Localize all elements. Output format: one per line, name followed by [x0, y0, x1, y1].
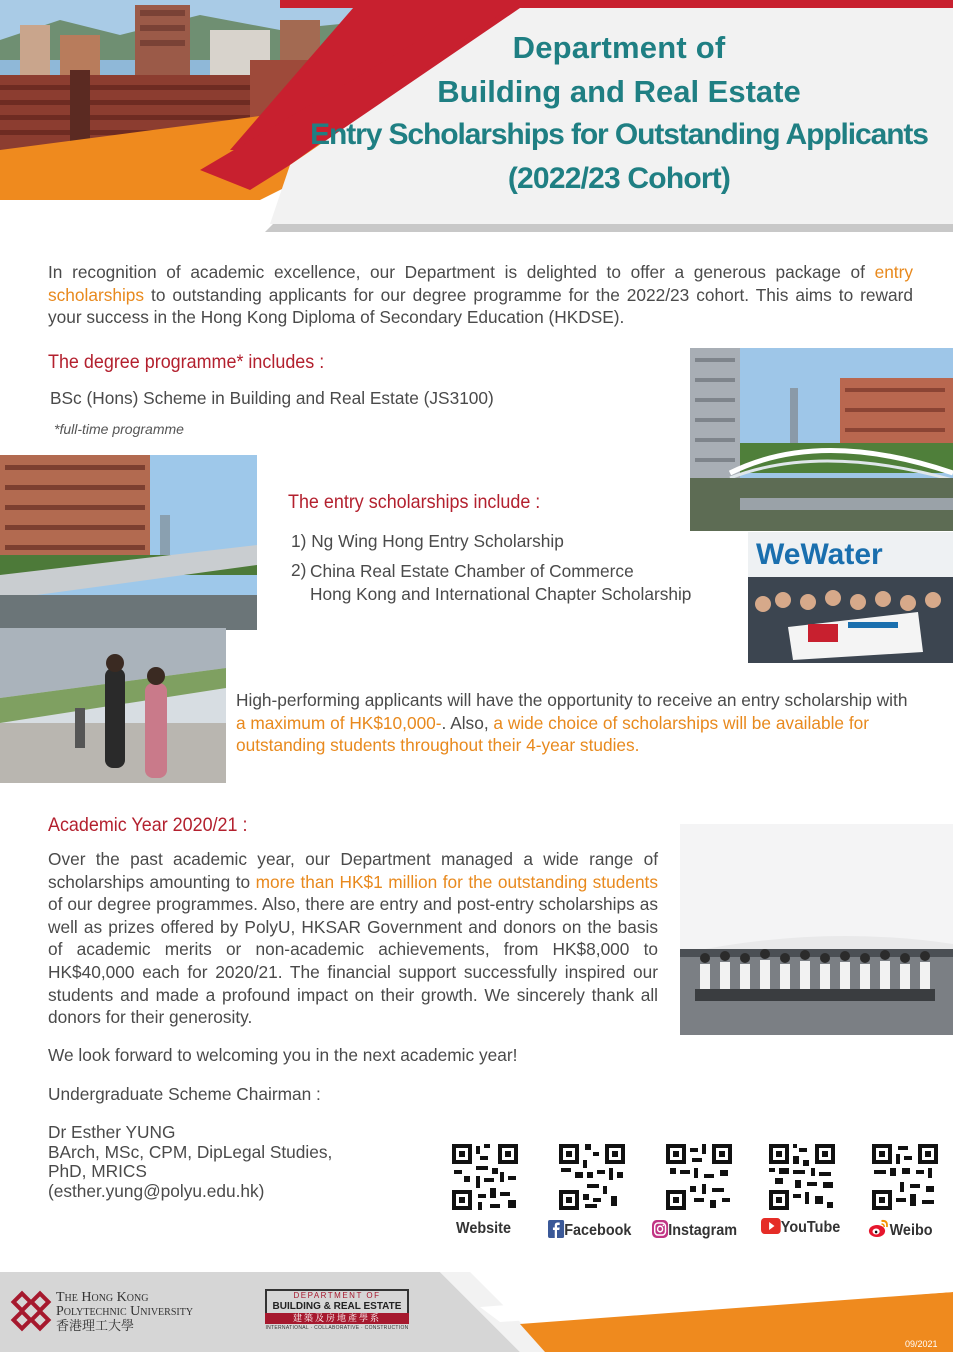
qr-label-weibo: [868, 1218, 933, 1240]
scholarship-item-2: [310, 560, 691, 606]
intro-paragraph: [48, 261, 913, 329]
title-line-1: Department of: [512, 30, 726, 65]
title-line-3: Entry Scholarships for Outstanding Applicants: [310, 118, 928, 151]
scholarship-item-2-line-2: Hong Kong and International Chapter Scholarship: [310, 584, 692, 604]
intro-text-1: In recognition of academic excellence, our Department is delighted to offer a generous package of: [48, 262, 875, 282]
title-line-4: (2022/23 Cohort): [507, 162, 731, 195]
dept-logo-tagline: INTERNATIONAL · COLLABORATIVE · CONSTRUCTION: [265, 1325, 409, 1331]
academic-year-text-1: Over the past academic year, our Department managed a wide range of scholarships amounting to: [48, 849, 658, 892]
scholarship-item-1-text: Ng Wing Hong Entry Scholarship: [311, 531, 564, 551]
academic-year-heading: Academic Year 2020/21 :: [48, 814, 248, 836]
polyu-logo-icon: [8, 1288, 54, 1334]
polyu-name-chinese: 香港理工大學: [56, 1318, 135, 1333]
contact-name: Dr Esther YUNG: [48, 1122, 176, 1142]
dept-logo-top: DEPARTMENT OF: [265, 1289, 409, 1301]
qr-code-weibo[interactable]: [870, 1142, 940, 1212]
weibo-icon: [868, 1218, 890, 1238]
intro-highlight: entry scholarships: [48, 262, 913, 305]
opportunity-text-1: High-performing applicants will have the opportunity to receive an entry scholarship with: [236, 690, 908, 710]
qr-code-instagram[interactable]: [664, 1142, 734, 1212]
instagram-icon: [652, 1220, 668, 1238]
footbridge-photo: [690, 348, 953, 531]
academic-year-highlight: more than HK$1 million for the outstanding students: [255, 871, 658, 892]
closing-text: We look forward to welcoming you in the next academic year!: [48, 1045, 518, 1065]
programme-note: *full-time programme: [54, 421, 184, 437]
qr-label-youtube: [761, 1218, 840, 1237]
polyu-name-line-1: The Hong Kong: [56, 1290, 149, 1305]
polyu-wordmark: [56, 1291, 193, 1333]
qr-label-youtube-text: YouTube: [780, 1219, 841, 1236]
title-line-2: Building and Real Estate: [437, 74, 801, 109]
polyu-name-line-2: Polytechnic University: [56, 1304, 194, 1319]
scholarship-item-2-number: 2): [291, 560, 307, 580]
qr-label-instagram: [652, 1220, 737, 1240]
group-cheer-photo: [680, 824, 953, 1035]
programme-item: BSc (Hons) Scheme in Building and Real Estate (JS3100): [50, 388, 494, 408]
opportunity-text-2: . Also,: [441, 712, 494, 733]
qr-code-website[interactable]: [450, 1142, 520, 1212]
qr-label-website: [456, 1220, 511, 1238]
contact-quals-2: PhD, MRICS: [48, 1161, 147, 1181]
qr-label-website-text: Website: [456, 1220, 511, 1237]
qr-label-facebook: [548, 1220, 631, 1240]
academic-year-text-2: of our degree programmes. Also, there are entry and post-entry scholarships as well as prizes offered by PolyU, HKSAR Government and donors on the basis of academic merits or non-academic achievements, from HK$8,000 to HK$40,000 each for 2020/21. The financial support successfully inspired our students and made a profound impact on their growth. We sincerely thank all donors for their generosity.: [48, 894, 658, 1028]
opportunity-paragraph: [236, 689, 916, 757]
facebook-icon: [548, 1220, 564, 1238]
scholarship-item-1: [291, 531, 564, 552]
qr-label-weibo-text: Weibo: [889, 1222, 933, 1239]
group-banner-photo: [748, 532, 953, 663]
department-logo: [265, 1289, 409, 1333]
print-date: 09/2021: [905, 1339, 938, 1349]
scholarships-heading: The entry scholarships include :: [288, 491, 541, 513]
dept-logo-main: BUILDING & REAL ESTATE: [265, 1301, 409, 1313]
qr-label-instagram-text: Instagram: [668, 1222, 738, 1239]
qr-code-facebook[interactable]: [557, 1142, 627, 1212]
scholarship-item-1-number: 1): [291, 531, 307, 551]
contact-quals-1: BArch, MSc, CPM, DipLegal Studies,: [48, 1141, 333, 1162]
scholarship-item-2-line-1: China Real Estate Chamber of Commerce: [310, 561, 634, 581]
contact-role: Undergraduate Scheme Chairman :: [48, 1084, 321, 1104]
students-walking-photo: [0, 628, 226, 783]
programme-heading: The degree programme* includes :: [48, 351, 325, 373]
youtube-icon: [761, 1218, 781, 1234]
opportunity-highlight-2: a wide choice of scholarships will be available for outstanding students throughout their 4-year studies.: [236, 712, 870, 756]
qr-label-facebook-text: Facebook: [564, 1222, 632, 1239]
campus-building-photo: [0, 455, 257, 630]
qr-code-youtube[interactable]: [767, 1142, 837, 1212]
contact-email[interactable]: (esther.yung@polyu.edu.hk): [48, 1180, 265, 1201]
intro-text-2: to outstanding applicants for our degree programme for the 2022/23 cohort. This aims to reward your success in the Hong Kong Diploma of Secondary Education (HKDSE).: [48, 284, 913, 328]
opportunity-highlight-1: a maximum of HK$10,000-: [236, 712, 442, 733]
contact-block: [48, 1123, 332, 1201]
academic-year-paragraph: [48, 848, 658, 1029]
banner-sign-text: WeWater: [756, 538, 883, 571]
dept-logo-chinese: 建築及房地產學系: [265, 1313, 409, 1324]
